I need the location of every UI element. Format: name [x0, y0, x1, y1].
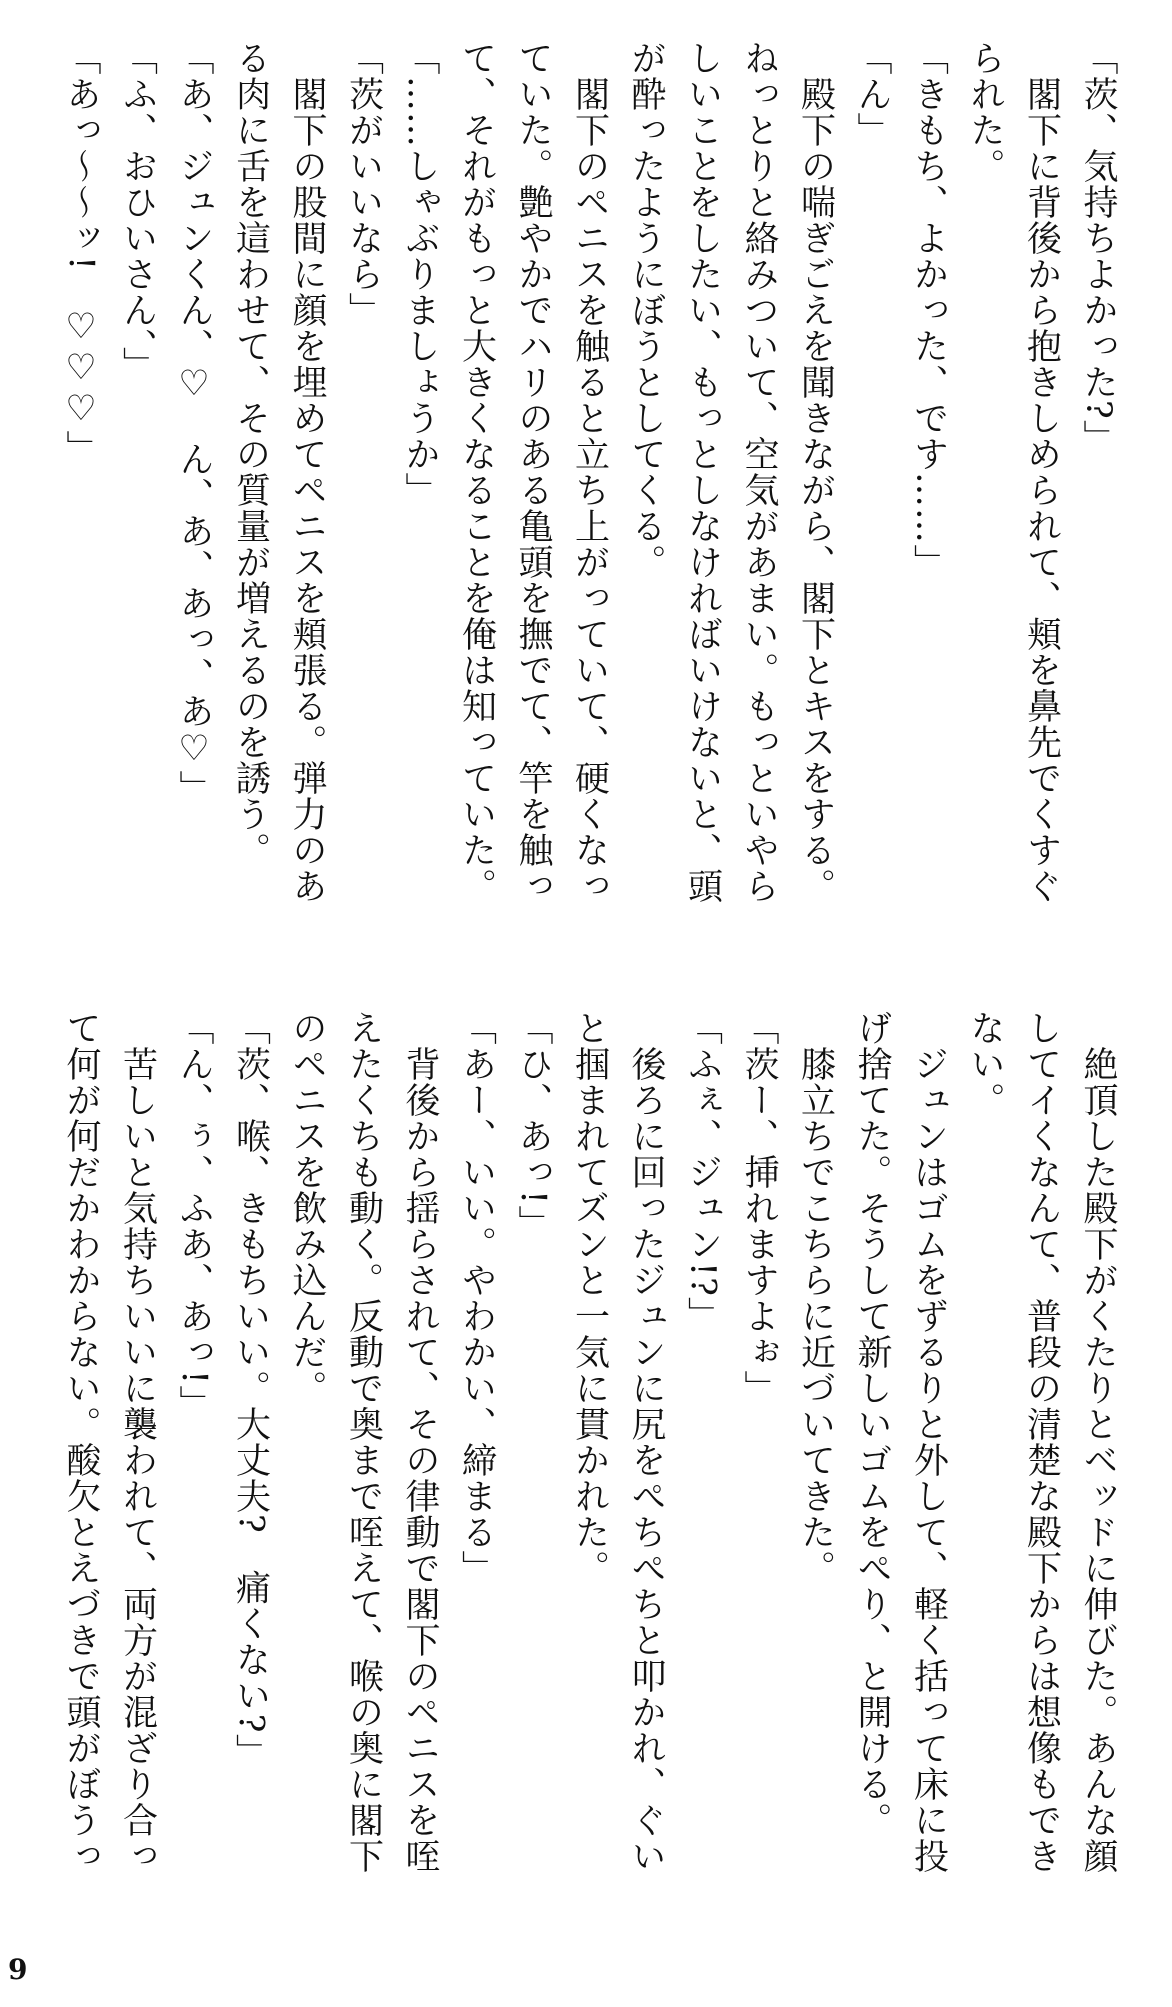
text-line: られた。 [965, 40, 1005, 184]
text-line: 閣下に背後から抱きしめられて、頬を鼻先でくすぐ [1021, 40, 1062, 904]
page-number: 9 [8, 1953, 28, 1986]
text-line: 「ん、ぅ、ふあ、あっ!」 [174, 1010, 214, 1422]
text-line: 「あっ〜〜ッ! ♡♡♡」 [61, 40, 101, 467]
text-line: ジュンはゴムをずるりと外して、軽く括って床に投 [908, 1010, 949, 1874]
text-line: 絶頂した殿下がくたりとベッドに伸びた。あんな顔 [1078, 1010, 1118, 1874]
text-line: ねっとりと絡みついて、空気があまい。もっといやら [739, 40, 779, 904]
text-line: げ捨てた。そうして新しいゴムをぺり、と開ける。 [852, 1010, 892, 1838]
text-line: してイくなんて、普段の清楚な殿下からは想像もでき [1021, 1010, 1062, 1874]
text-line: 「茨がいいなら」 [343, 40, 384, 328]
text-line: 閣下の股間に顔を埋めてペニスを頬張る。弾力のあ [287, 40, 327, 904]
novel-text-top-block [61, 40, 1126, 920]
text-line: 「きもち、よかった、です……」 [908, 40, 949, 580]
text-line: 背後から揺らされて、その律動で閣下のペニスを咥 [400, 1010, 440, 1874]
text-line: て何が何だかわからない。酸欠とえづきで頭がぼうっ [61, 1010, 101, 1874]
novel-text-bottom-block [61, 1010, 1126, 1890]
text-line: 後ろに回ったジュンに尻をぺちぺちと叩かれ、ぐい [626, 1010, 666, 1874]
text-line: 「あー、いい。やわかい、締まる」 [456, 1010, 497, 1586]
text-line: えたくちも動く。反動で奥まで咥えて、喉の奥に閣下 [343, 1010, 384, 1874]
text-line: 「茨、気持ちよかった?」 [1078, 40, 1118, 456]
text-line: ていた。艶やかでハリのある亀頭を撫でて、竿を触っ [513, 40, 553, 904]
text-line: と掴まれてズンと一気に貫かれた。 [569, 1010, 610, 1586]
text-line: ない。 [965, 1010, 1005, 1118]
text-line: 「ふぇ、ジュン!?」 [682, 1010, 723, 1333]
text-line: て、それがもっと大きくなることを俺は知っていた。 [456, 40, 497, 904]
text-line: 殿下の喘ぎごえを聞きながら、閣下とキスをする。 [795, 40, 836, 904]
text-line: 膝立ちでこちらに近づいてきた。 [795, 1010, 836, 1586]
text-line: 「茨、喉、きもちいい。大丈夫? 痛くない?」 [230, 1010, 271, 1770]
text-line: 「ひ、あっ!」 [513, 1010, 553, 1242]
text-line: しいことをしたい、もっとしなければいけないと、頭 [682, 40, 723, 904]
text-line: 「茨ー、挿れますよぉ」 [739, 1010, 779, 1406]
text-line: のペニスを飲み込んだ。 [287, 1010, 327, 1406]
text-line: 閣下のペニスを触ると立ち上がっていて、硬くなっ [569, 40, 610, 904]
text-line: る肉に舌を這わせて、その質量が増えるのを誘う。 [230, 40, 271, 868]
text-line: が酔ったようにぼうとしてくる。 [626, 40, 666, 580]
text-line: 苦しいと気持ちいいに襲われて、両方が混ざり合っ [117, 1010, 158, 1874]
text-line: 「ふ、おひいさん、」 [117, 40, 158, 383]
text-line: 「ん」 [852, 40, 892, 148]
text-line: 「あ、ジュンくん、♡ ん、あ、あっ、あ♡」 [174, 40, 214, 806]
text-line: 「……しゃぶりましょうか」 [400, 40, 440, 508]
